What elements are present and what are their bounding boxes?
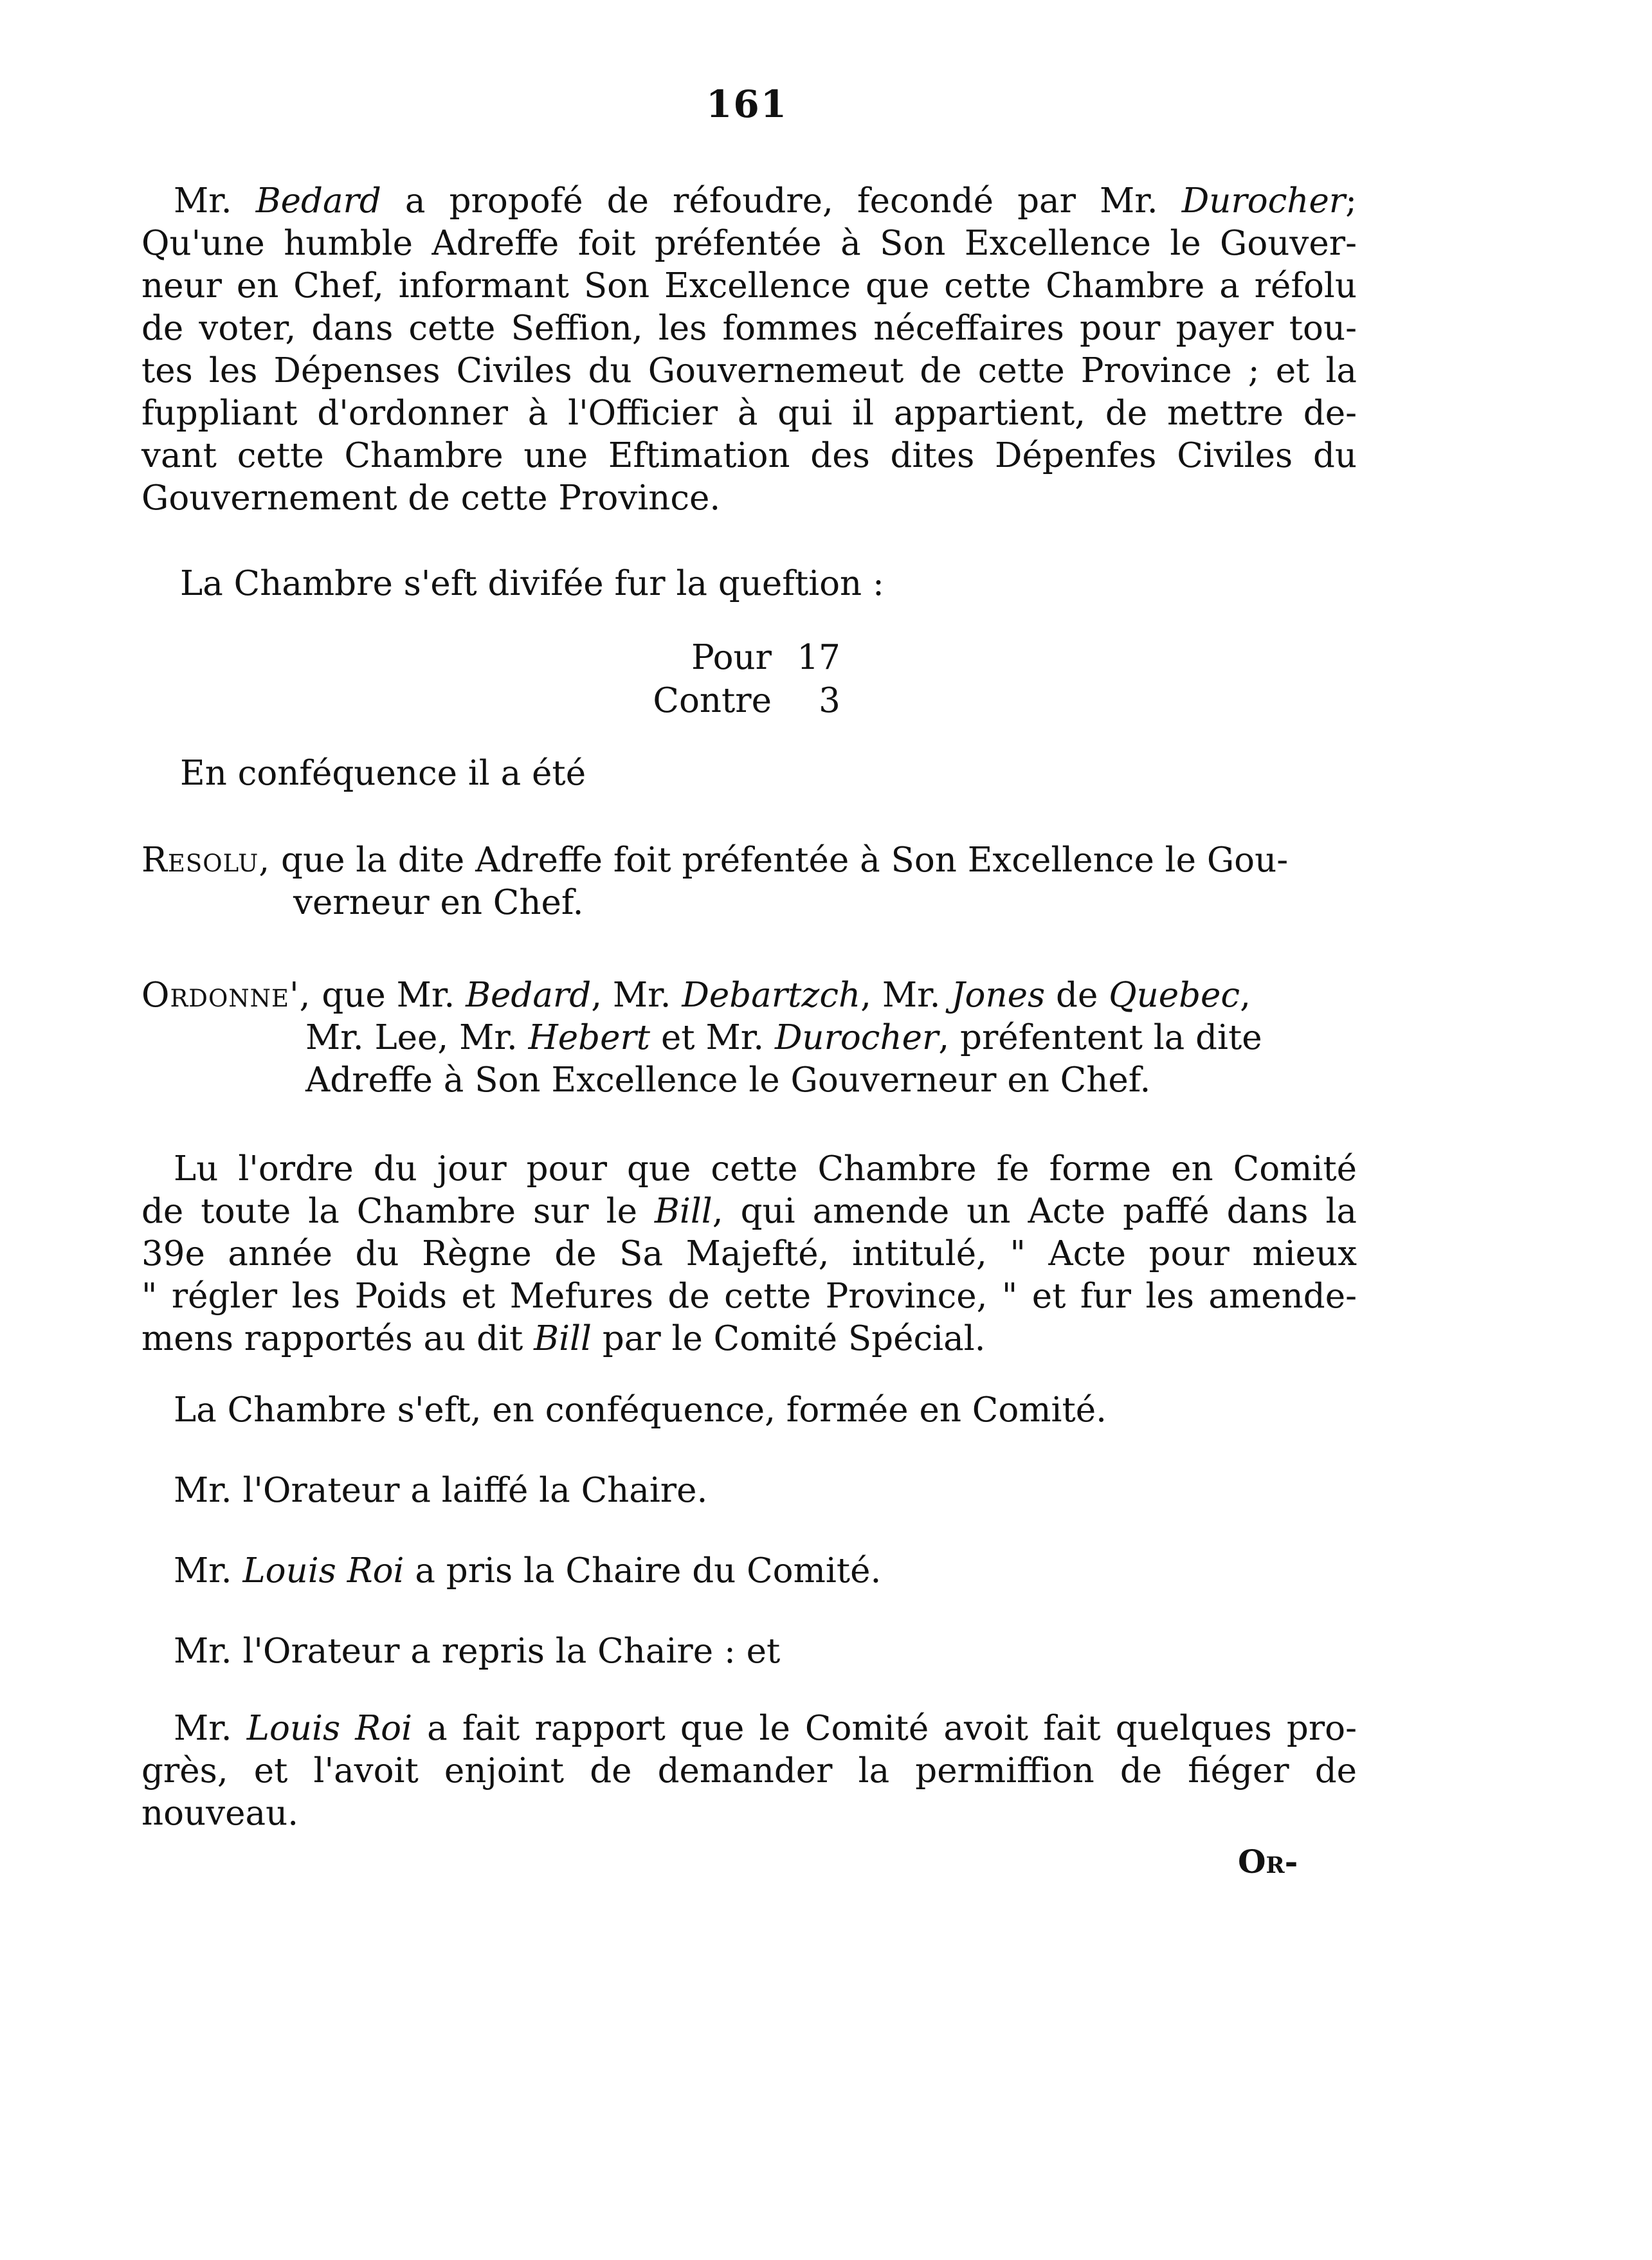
vote-for-row xyxy=(624,637,840,679)
text-line xyxy=(141,1708,1357,1750)
text-run: et Mr. xyxy=(650,1018,775,1057)
text-run: Qu'une humble Adreffe foit préfentée à Son Excellence le Gouver- xyxy=(141,224,1357,263)
text-run: tes les Dépenses Civiles du Gouvernemeut de cette Province ; et la xyxy=(141,351,1357,390)
speaker-left-text: Mr. l'Orateur a laiffé la Chaire. xyxy=(174,1471,708,1510)
text-line xyxy=(141,1318,1357,1360)
text-run: , Mr. xyxy=(591,976,682,1015)
vote-for-count: 17 xyxy=(797,638,840,677)
order-of-day-paragraph xyxy=(141,1148,1357,1360)
text-line xyxy=(141,1059,1262,1102)
text-run: Mr. Lee, Mr. xyxy=(305,1018,529,1057)
vote-for-label: Pour xyxy=(691,638,772,677)
text-line xyxy=(174,1550,881,1592)
text-run: a pris la Chaire du Comité. xyxy=(404,1551,882,1590)
chair-taken-text xyxy=(174,1550,881,1592)
text-run: Gouvernement de cette Province. xyxy=(141,478,721,518)
text-run: de toute la Chambre sur le xyxy=(141,1192,655,1231)
ordonne-paragraph xyxy=(141,974,1262,1102)
vote-against-count: 3 xyxy=(819,681,840,720)
resolu-line-1: que la dite Adreffe foit préfentée à Son Excellence le Gou- xyxy=(270,841,1289,880)
division-statement: La Chambre s'eft divifée fur la queftion : xyxy=(180,564,884,603)
text-run: a propofé de réfoudre, fecondé par Mr. xyxy=(381,181,1182,221)
text-line xyxy=(141,1275,1357,1318)
text-run: mens rapportés au dit xyxy=(141,1319,534,1358)
motion-paragraph xyxy=(141,180,1357,520)
text-line xyxy=(141,1190,1357,1233)
text-line xyxy=(141,1750,1357,1792)
text-run: de voter, dans cette Seffion, les fommes néceffaires pour payer tou- xyxy=(141,309,1357,348)
text-line xyxy=(141,265,1357,307)
text-run: Lu l'ordre du jour pour que cette Chambre fe forme en Comité xyxy=(174,1149,1357,1189)
text-run: grès, et l'avoit enjoint de demander la permiffion de fiéger de xyxy=(141,1751,1357,1791)
text-line xyxy=(141,392,1357,435)
italic-run: Bedard xyxy=(466,976,592,1015)
text-line xyxy=(141,1233,1357,1275)
text-line xyxy=(141,350,1357,392)
text-line xyxy=(141,180,1357,223)
committee-formed-text: La Chambre s'eft, en conféquence, formée en Comité. xyxy=(174,1390,1107,1430)
text-run: 39e année du Règne de Sa Majefté, intitulé, " Acte pour mieux xyxy=(141,1234,1357,1273)
text-run: Adreffe à Son Excellence le Gouverneur en Chef. xyxy=(305,1061,1151,1100)
italic-run: Durocher xyxy=(774,1018,939,1057)
text-run: Mr. xyxy=(174,181,256,221)
text-line xyxy=(141,477,1357,520)
text-line xyxy=(141,307,1357,350)
italic-run: Jones xyxy=(951,976,1046,1015)
speaker-resumed-text: Mr. l'Orateur a repris la Chaire : et xyxy=(174,1632,781,1671)
text-run: " régler les Poids et Mefures de cette Province, " et fur les amende- xyxy=(141,1277,1357,1316)
catchword: Or- xyxy=(1238,1843,1298,1881)
text-run: , xyxy=(1240,976,1251,1015)
italic-run: Bill xyxy=(534,1319,592,1358)
text-line xyxy=(141,223,1357,265)
italic-run: Bedard xyxy=(255,181,381,221)
text-run: fuppliant d'ordonner à l'Officier à qui il appartient, de mettre de- xyxy=(141,394,1357,433)
text-run: Mr. xyxy=(174,1551,243,1590)
text-run: par le Comité Spécial. xyxy=(591,1319,986,1358)
text-run: Mr. xyxy=(174,1709,247,1748)
text-line xyxy=(141,974,1262,1017)
italic-run: Louis Roi xyxy=(242,1551,404,1590)
vote-against-label: Contre xyxy=(653,681,772,720)
resolu-label: Resolu, xyxy=(141,841,271,880)
consequence-text: En conféquence il a été xyxy=(180,754,586,793)
text-run: vant cette Chambre une Eftimation des dites Dépenfes Civiles du xyxy=(141,436,1357,475)
italic-run: Hebert xyxy=(528,1018,651,1057)
text-run: neur en Chef, informant Son Excellence que cette Chambre a réfolu xyxy=(141,266,1357,305)
text-run: , préfentent la dite xyxy=(938,1018,1262,1057)
text-line xyxy=(141,435,1357,477)
resolution-paragraph xyxy=(141,839,1288,924)
text-run: , Mr. xyxy=(860,976,952,1015)
text-run: que Mr. xyxy=(311,976,466,1015)
italic-run: Bill xyxy=(654,1192,713,1231)
smallcaps-run: Ordonne', xyxy=(141,976,311,1015)
text-line xyxy=(141,1017,1262,1059)
text-run: ; xyxy=(1345,181,1357,221)
text-run: nouveau. xyxy=(141,1794,299,1833)
report-paragraph xyxy=(141,1708,1357,1835)
page-number: 161 xyxy=(706,82,788,126)
italic-run: Debartzch xyxy=(682,976,861,1015)
text-run: a fait rapport que le Comité avoit fait quelques pro- xyxy=(412,1709,1357,1748)
resolu-line-2: verneur en Chef. xyxy=(293,883,584,922)
text-run: de xyxy=(1045,976,1109,1015)
text-line xyxy=(141,1792,1357,1835)
text-line xyxy=(141,1148,1357,1190)
text-run: , qui amende un Acte paffé dans la xyxy=(712,1192,1357,1231)
vote-against-row xyxy=(624,680,840,722)
italic-run: Quebec xyxy=(1109,976,1240,1015)
italic-run: Louis Roi xyxy=(246,1709,413,1748)
italic-run: Durocher xyxy=(1181,181,1346,221)
